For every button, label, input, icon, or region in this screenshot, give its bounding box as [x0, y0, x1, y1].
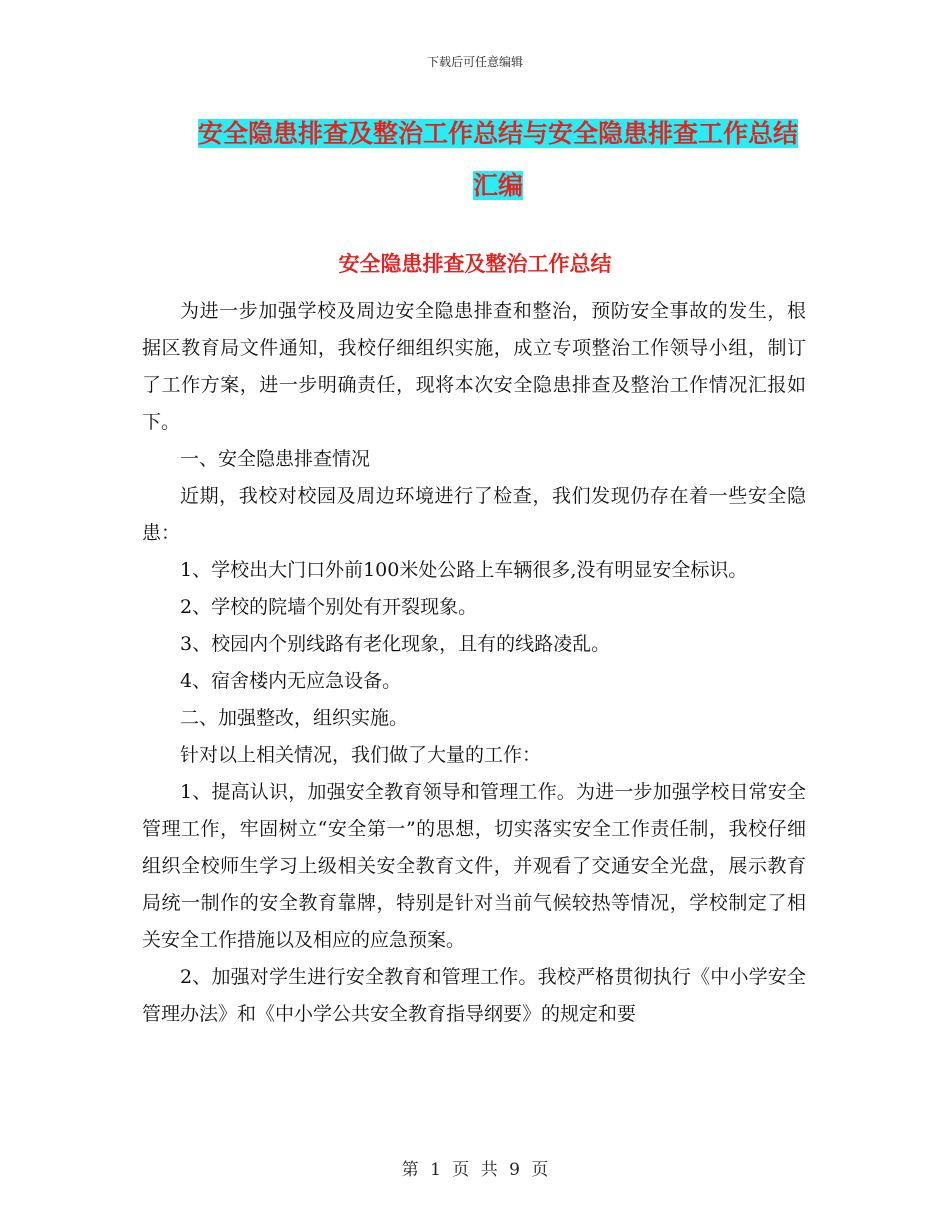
document-title-text: 安全隐患排查及整治工作总结与安全隐患排查工作总结汇编 — [197, 119, 798, 200]
paragraph: 针对以上相关情况，我们做了大量的工作： — [180, 744, 542, 766]
paragraph: 2、加强对学生进行安全教育和管理工作。我校严格贯彻执行《中小学安全管理办法》和《中小学公共安全教育指导纲要》的规定和要 — [142, 966, 806, 1025]
section-title: 安全隐患排查及整治工作总结 — [338, 251, 612, 276]
header-note: 下载后可任意编辑 — [426, 55, 523, 69]
paragraph: 1、提高认识，加强安全教育领导和管理工作。为进一步加强学校日常安全管理工作，牢固树立“安全第一”的思想，切实落实安全工作责任制，我校仔细组织全校师生学习上级相关安全教育文件，并观看了交通安全光盘，展示教育局统一制作的安全教育靠牌，特别是针对当前气候较热等情况，学校制定了相关安全工作措施以及相应的应急预案。 — [142, 781, 806, 951]
paragraph: 二、加强整改，组织实施。 — [180, 707, 409, 729]
paragraph: 一、安全隐患排查情况 — [180, 448, 371, 470]
page-footer: 第 1 页 共 9 页 — [401, 1160, 549, 1180]
paragraph: 3、校园内个别线路有老化现象，且有的线路凌乱。 — [180, 633, 611, 655]
document-title — [190, 108, 806, 212]
paragraph: 近期，我校对校园及周边环境进行了检查，我们发现仍存在着一些安全隐患： — [142, 485, 806, 544]
paragraph: 2、学校的院墙个别处有开裂现象。 — [180, 596, 478, 618]
document-body — [142, 293, 806, 1033]
paragraph: 1、学校出大门口外前100米处公路上车辆很多,没有明显安全标识。 — [180, 559, 748, 581]
paragraph: 4、宿舍楼内无应急设备。 — [180, 670, 402, 692]
paragraph: 为进一步加强学校及周边安全隐患排查和整治，预防安全事故的发生，根据区教育局文件通知，我校仔细组织实施，成立专项整治工作领导小组，制订了工作方案，进一步明确责任，现将本次安全隐患排查及整治工作情况汇报如下。 — [142, 300, 806, 433]
